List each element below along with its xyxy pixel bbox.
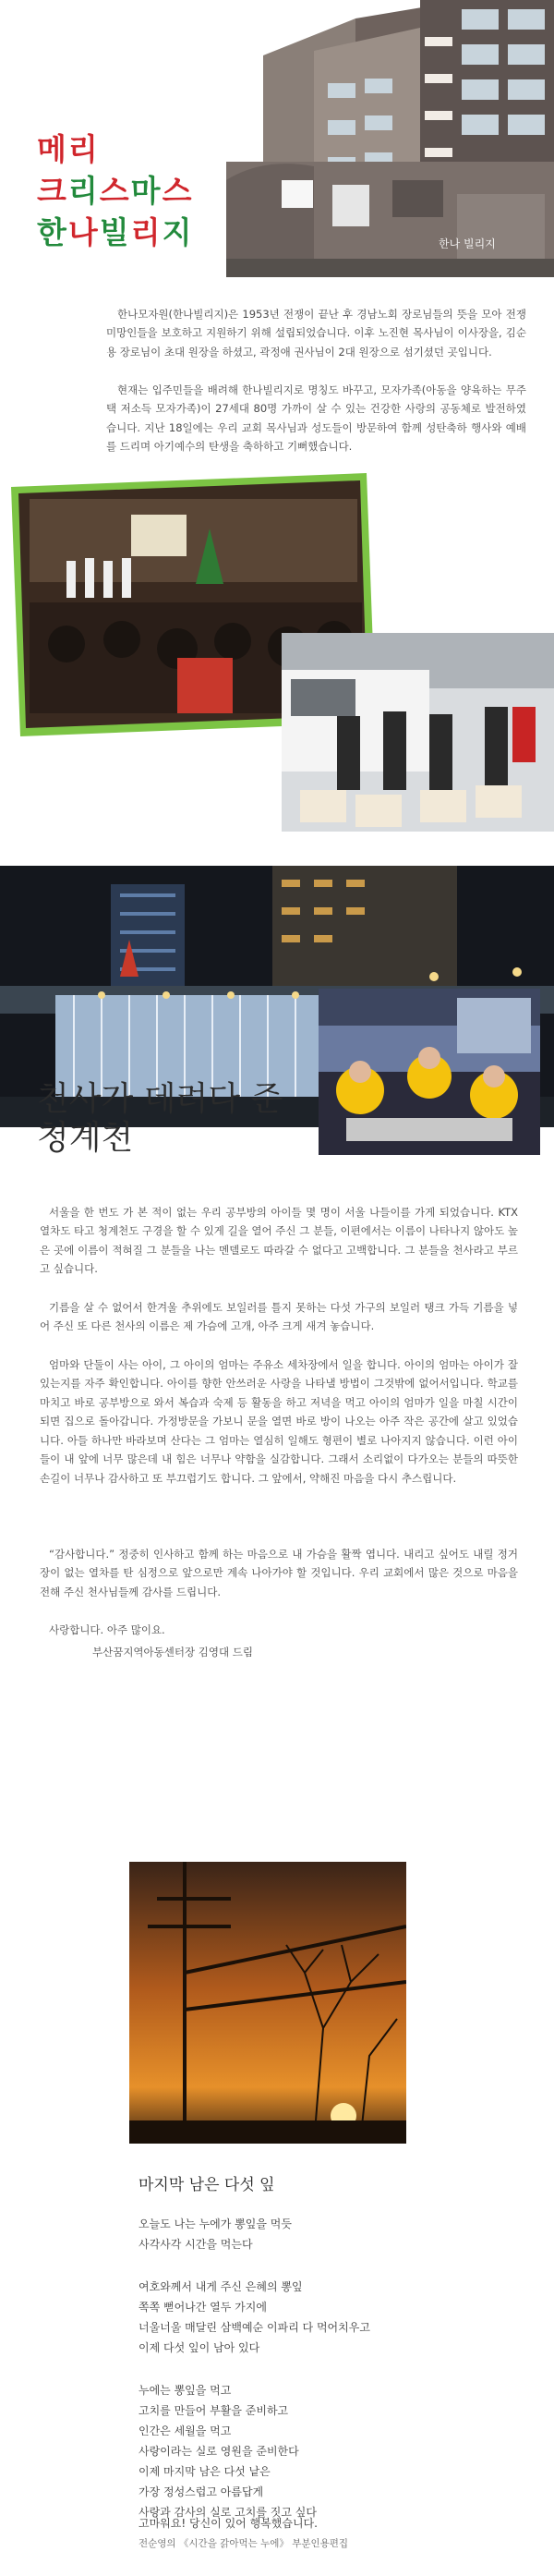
building-sign: 한나 빌리지 [439, 237, 496, 250]
poem-line: 너울너울 매달린 삼백예순 이파리 다 먹어치우고 [138, 2321, 370, 2334]
poem-line: 여호와께서 내게 주신 은혜의 뽕잎 [138, 2280, 303, 2293]
angel-paragraph-4: “감사합니다.” 정중히 인사하고 함께 하는 마음으로 내 가슴을 활짝 엽니다. 내리고 싶어도 내릴 정거장이 없는 열차를 탄 심정으로 앞으로만 계속 나아가야 할 것입니다. 우리 교회에서 많은 것으로 마음을 전해 주신 천사님들께 감사를 드립니다. [40, 1547, 518, 1598]
poem-line: 가장 정성스럽고 아름답게 [138, 2485, 264, 2498]
poem-source: 전순영의 《시간을 갉아먹는 누에》 부분인용편집 [138, 2538, 349, 2549]
poem-line: 오늘도 나는 누에가 뽕잎을 먹듯 [138, 2218, 292, 2230]
title-line-1: 메리 [37, 131, 100, 167]
gift-delivery-photo [282, 633, 554, 832]
building-photo [226, 0, 554, 277]
poem-line: 사랑과 감사의 실로 고치를 짓고 싶다 [138, 2506, 317, 2519]
poem-stanza-3 [138, 2380, 299, 2461]
angel-paragraph-2: 기름을 살 수 없어서 한겨울 추위에도 보일러를 틀지 못하는 다섯 가구의 보일러 탱크 가득 기름을 넣어 주신 또 다른 천사의 이름은 제 가슴에 고개, 아주 크게 새겨 놓습니다. [40, 1300, 518, 1332]
angel-paragraph-3: 엄마와 단둘이 사는 아이, 그 아이의 엄마는 주유소 세차장에서 일을 합니다. 아이의 엄마는 아이가 잘 있는지를 자주 확인합니다. 아이를 향한 안쓰러운 사랑을 나타낼 방법이 그것밖에 없어서입니다. 학교를 마치고 바로 공부방으로 와서 복습과 숙제 등 활동을 하고 저녁을 먹고 아이의 엄마가 일을 마칠 시간이 되면 집으로 돌아갑니다. 가정방문을 가보니 문을 열면 바로 방이 나오는 아주 작은 공간에 살고 있었습니다. 아들 하나만 바라보며 산다는 그 엄마는 열심히 일해도 형편이 별로 나아지지 않습니다. 이런 아이들이 내 앞에 너무 많은데 내 힘은 너무나 약함을 실감합니다. 그래서 소리없이 다가오는 분들의 따뜻한 손길이 너무나 감사하고 또 부끄럽기도 합니다. 그 앞에서, 약해진 마음을 다시 추스립니다. [40, 1357, 518, 1485]
angel-title-line-1: 천사가 데려다 준 [37, 1080, 283, 1118]
angel-title-line-2: 청계천 [37, 1119, 134, 1157]
poem-line: 사각사각 시간을 먹는다 [138, 2238, 253, 2251]
poem-line: 이제 마지막 남은 다섯 낱은 [138, 2465, 271, 2478]
poem-line: 인간은 세월을 먹고 [138, 2424, 232, 2437]
sunset-photo [129, 1862, 406, 2144]
ktx-train-photo [319, 989, 540, 1155]
poem-line: 고치를 만들어 부활을 준비하고 [138, 2404, 289, 2417]
poem-line: 사랑이라는 실로 영원을 준비한다 [138, 2445, 299, 2458]
poem-stanza-1 [138, 2214, 292, 2254]
poem-line: 이제 다섯 잎이 남아 있다 [138, 2341, 260, 2354]
title-line-3: 한나빌리지 [37, 214, 194, 250]
section-christmas [0, 0, 554, 832]
poem-stanza-2 [138, 2277, 370, 2358]
intro-paragraph-2: 현재는 입주민들을 배려해 한나빌리지로 명칭도 바꾸고, 모자가족(아동을 양육하는 무주택 저소득 모자가족)이 27세대 80명 가까이 살 수 있는 건강한 사랑의 공동체로 발전하였습니다. 지난 18일에는 우리 교회 목사님과 성도들이 방문하여 함께 성탄축하 행사와 예배를 드리며 아기예수의 탄생을 축하하고 기뻐했습니다. [106, 383, 526, 453]
poem-title: 마지막 남은 다섯 잎 [138, 2176, 275, 2194]
angel-paragraph-1: 서울을 한 번도 가 본 적이 없는 우리 공부방의 아이들 몇 명이 서울 나들이를 가게 되었습니다. KTX 열차도 타고 청계천도 구경을 할 수 있게 길을 열어 주신 그 분들, 이편에서는 이름이 나타나지 않아도 높은 곳에 이름이 적혀질 그 분들을 나는 멘델로도 따라갈 수 없다고 고백합니다. 그 분들을 천사라고 부르고 싶습니다. [40, 1205, 518, 1275]
angel-paragraph-5: 사랑합니다. 아주 많이요. [49, 1622, 165, 1636]
angel-signature: 부산꿈지역아동센터장 김영대 드림 [92, 1646, 253, 1659]
title-line-2: 크리스마스 [37, 173, 194, 209]
poem-line: 누에는 뽕잎을 먹고 [138, 2384, 232, 2397]
intro-paragraph-1: 한나모자원(한나빌리지)은 1953년 전쟁이 끝난 후 경남노회 장로님들의 뜻을 모아 전쟁 미망인들을 보호하고 지원하기 위해 설립되었습니다. 이후 노진현 목사님이 이사장을, 김순용 장로님이 초대 원장을 하셨고, 곽정애 권사님이 2대 원장으로 섬기셨던 곳입니다. [106, 307, 526, 358]
poem-closing: 고마워요! 당신이 있어 행복했습니다. [138, 2517, 318, 2530]
poem-line: 쪽쪽 뻗어나간 열두 가지에 [138, 2301, 267, 2314]
